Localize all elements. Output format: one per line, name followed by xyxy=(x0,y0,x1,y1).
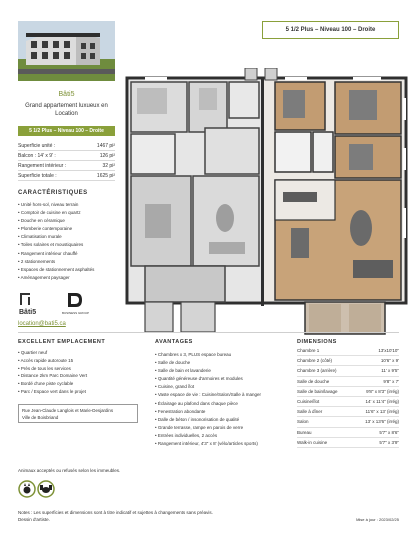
location-list xyxy=(18,349,138,396)
area-value: 1625 pi² xyxy=(96,173,115,179)
advantage-item: • Quantité généreuse d'armoires et modules xyxy=(155,376,243,382)
building-photo xyxy=(18,21,115,81)
section-divider xyxy=(18,332,399,333)
advantage-item: • Éclairage au plafond dans chaque pièce xyxy=(155,400,238,406)
area-value: 126 pi² xyxy=(99,153,115,159)
features-title: CARACTÉRISTIQUES xyxy=(18,190,88,196)
advantage-item: • Fenestration abondante xyxy=(155,408,206,414)
feature-item: • Rangement intérieur chauffé xyxy=(18,250,78,256)
room-name: Bureau xyxy=(297,429,312,435)
dimensions-title: DIMENSIONS xyxy=(297,339,337,345)
area-row xyxy=(18,151,115,161)
unit-subtitle: Grand appartement luxueux en Location xyxy=(25,103,108,117)
room-size: 9'8" x 7' xyxy=(383,378,399,384)
plan-title: 5 1/2 Plus – Niveau 100 – Droite xyxy=(262,21,399,39)
room-name: Salon xyxy=(297,419,309,425)
dimension-row xyxy=(297,397,399,407)
advantage-item: • Cuisine, grand îlot xyxy=(155,384,195,390)
location-item: • Près de tous les services xyxy=(18,365,71,371)
advantage-item: • Dalle de béton / insonorisation de qualité xyxy=(155,416,240,422)
no-cat-icon xyxy=(19,481,35,497)
area-label: Superficie unité : xyxy=(18,143,56,149)
svg-text:BUSINESS GROUP: BUSINESS GROUP xyxy=(62,311,90,315)
room-name: Salle de douche xyxy=(297,378,330,384)
dimension-row xyxy=(297,438,399,448)
room-name: Chambre 3 (arrière) xyxy=(297,368,337,374)
location-item: • Accès rapide autoroute 15 xyxy=(18,357,74,363)
location-item: • Quartier neuf xyxy=(18,350,48,355)
dimension-row xyxy=(297,387,399,397)
advantage-item: • Salle de bain et lavanderie xyxy=(155,368,211,374)
advantage-item: • Grande terrasse, rampe en parois de verre xyxy=(155,424,244,430)
bati5-logo-icon xyxy=(18,291,98,317)
contact-email[interactable]: location@bati5.ca xyxy=(18,321,66,327)
area-table xyxy=(18,141,115,181)
room-size: 10'6" x 9' xyxy=(380,358,399,364)
update-date: Mise à jour : 2023/02/25 xyxy=(356,517,399,522)
room-size: 11' x 9'5" xyxy=(381,368,399,374)
area-label: Rangement intérieur : xyxy=(18,163,67,169)
advantage-item: • Vaste espace de vie : Cuisine/Salon/Salle à manger xyxy=(155,392,262,398)
room-size: 14' x 11'4" (irrég) xyxy=(365,398,399,404)
feature-item: • Aménagement paysager xyxy=(18,274,70,280)
room-size: 5'7" x 3'9" xyxy=(379,439,399,445)
room-size: 5'7" x 8'6" xyxy=(379,429,399,435)
brand-name: Bâti5 xyxy=(58,91,75,98)
dimension-row xyxy=(297,346,399,356)
dimension-row xyxy=(297,428,399,438)
advantages-title: AVANTAGES xyxy=(155,339,193,345)
animals-note: Animaux acceptés ou refusés selon les immeubles. xyxy=(18,468,121,473)
floor-plan xyxy=(125,68,408,338)
room-size: 11'6" x 13' (irrég) xyxy=(365,409,399,415)
feature-item: • Comptoir de cuisine en quartz xyxy=(18,210,81,216)
advantage-item: • Chambres x 3, PLUS espace bureau xyxy=(155,352,232,357)
room-name: Chambre 1 xyxy=(297,348,320,353)
area-label: Balcon : 14' x 9' : xyxy=(18,153,56,159)
advantage-item: • Entrées individuelles, 2 accès xyxy=(155,432,218,438)
room-name: Salle à dîner xyxy=(297,409,323,415)
location-item: • Distance 2km Parc Domaine Vert xyxy=(18,373,88,379)
location-title: EXCELLENT EMPLACEMENT xyxy=(18,339,106,345)
logos xyxy=(18,291,98,317)
address-box: Rue Jean-Claude Langlois et Marie-Desjardins Ville de Boisbriand xyxy=(18,404,138,423)
location-item: • Parc / Espace vert dans le projet xyxy=(18,388,86,394)
dimensions-table xyxy=(297,346,399,448)
room-size: 13'x10'10" xyxy=(378,348,399,353)
room-size: 13' x 13'6" (irrég) xyxy=(365,419,399,425)
location-item: • Bordé d'une piste cyclable xyxy=(18,381,74,387)
dimension-row xyxy=(297,356,399,366)
area-row xyxy=(18,141,115,151)
feature-item: • Plomberie contemporaine xyxy=(18,226,73,232)
dimension-row xyxy=(297,407,399,417)
dimension-row xyxy=(297,366,399,376)
room-size: 9'8" x 8'3" (irrég) xyxy=(366,388,399,394)
room-name: Chambre 2 (côté) xyxy=(297,358,333,364)
no-dog-icon xyxy=(38,481,54,497)
svg-text:Bâti5: Bâti5 xyxy=(19,309,37,316)
area-label: Superficie totale : xyxy=(18,173,57,179)
dimension-row xyxy=(297,417,399,427)
feature-item: • Douche en céramique xyxy=(18,218,65,224)
unit-band: 5 1/2 Plus – Niveau 100 – Droite xyxy=(18,126,115,136)
room-name: Walk-in cuisine xyxy=(297,439,328,445)
advantage-item: • Rangement intérieur, 4'3" x 8' (vélo/articles sports) xyxy=(155,441,258,447)
pet-icons xyxy=(18,479,78,499)
feature-item: • Espaces de stationnement asphaltés xyxy=(18,266,95,272)
dimension-row xyxy=(297,377,399,387)
feature-item: • Climatisation murale xyxy=(18,234,62,240)
advantage-item: • Salle de douche xyxy=(155,360,191,366)
advantages-list xyxy=(155,351,295,448)
room-name: Salle de bain/lavage xyxy=(297,388,338,394)
area-row xyxy=(18,171,115,181)
notes: Notes : Les superficies et dimensions sont à titre indicatif et sujettes à changements sans préavis. Dessin d'artiste. xyxy=(18,510,213,522)
feature-item: • 2 stationnements xyxy=(18,258,56,264)
area-value: 1467 pi² xyxy=(96,143,115,149)
features-list xyxy=(18,201,128,282)
area-row xyxy=(18,161,115,171)
feature-item: • Toiles solaires et moustiquaires xyxy=(18,242,84,248)
feature-item: • Unité hors-sol, niveau terrain xyxy=(18,202,79,207)
area-value: 32 pi² xyxy=(102,163,115,169)
room-name: Cuisine/îlot xyxy=(297,398,320,404)
